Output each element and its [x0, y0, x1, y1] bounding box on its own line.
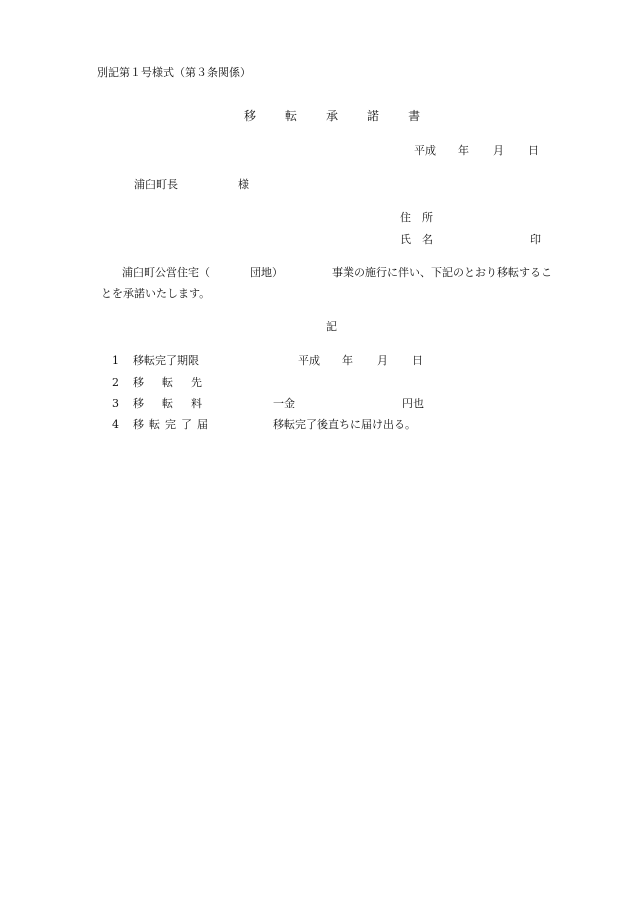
- form-label: 別記第１号様式（第３条関係）: [97, 66, 251, 79]
- era-label: 平成: [414, 144, 436, 157]
- document-title: [244, 109, 420, 123]
- ki-heading: 記: [326, 320, 337, 333]
- date-line: [414, 144, 539, 158]
- item-label: 移 転 完 了 届: [133, 418, 208, 431]
- item-value: 一金: [273, 397, 295, 410]
- item-label: 移 転 先: [133, 376, 202, 389]
- addressee-honorific: 様: [238, 178, 249, 191]
- item-number: 1: [112, 354, 119, 367]
- body-part2: 団地）: [250, 266, 283, 279]
- item-value: 平成 年 月 日: [298, 354, 423, 367]
- item-label: 移転完了期限: [133, 354, 199, 367]
- item-number: 3: [112, 397, 119, 410]
- item-value: 円也: [402, 397, 424, 410]
- body-line2: とを承諾いたします。: [101, 287, 211, 300]
- title-char: 移: [244, 109, 257, 123]
- month-label: 月: [493, 144, 504, 157]
- name-label: 氏 名: [400, 233, 433, 246]
- title-char: 諾: [367, 109, 380, 123]
- title-char: 承: [326, 109, 339, 123]
- item-value: 移転完了後直ちに届け出る。: [273, 418, 416, 431]
- body-part1: 浦臼町公営住宅（: [122, 266, 210, 279]
- day-label: 日: [528, 144, 539, 157]
- title-char: 転: [285, 109, 298, 123]
- seal-mark: 印: [530, 233, 541, 246]
- item-label: 移 転 料: [133, 397, 202, 410]
- year-label: 年: [458, 144, 469, 157]
- item-number: 2: [112, 376, 119, 389]
- item-number: 4: [112, 418, 119, 431]
- addressee-name: 浦臼町長: [134, 178, 178, 191]
- title-char: 書: [408, 109, 421, 123]
- body-part3: 事業の施行に伴い、下記のとおり移転するこ: [332, 266, 552, 279]
- address-label: 住 所: [400, 211, 433, 224]
